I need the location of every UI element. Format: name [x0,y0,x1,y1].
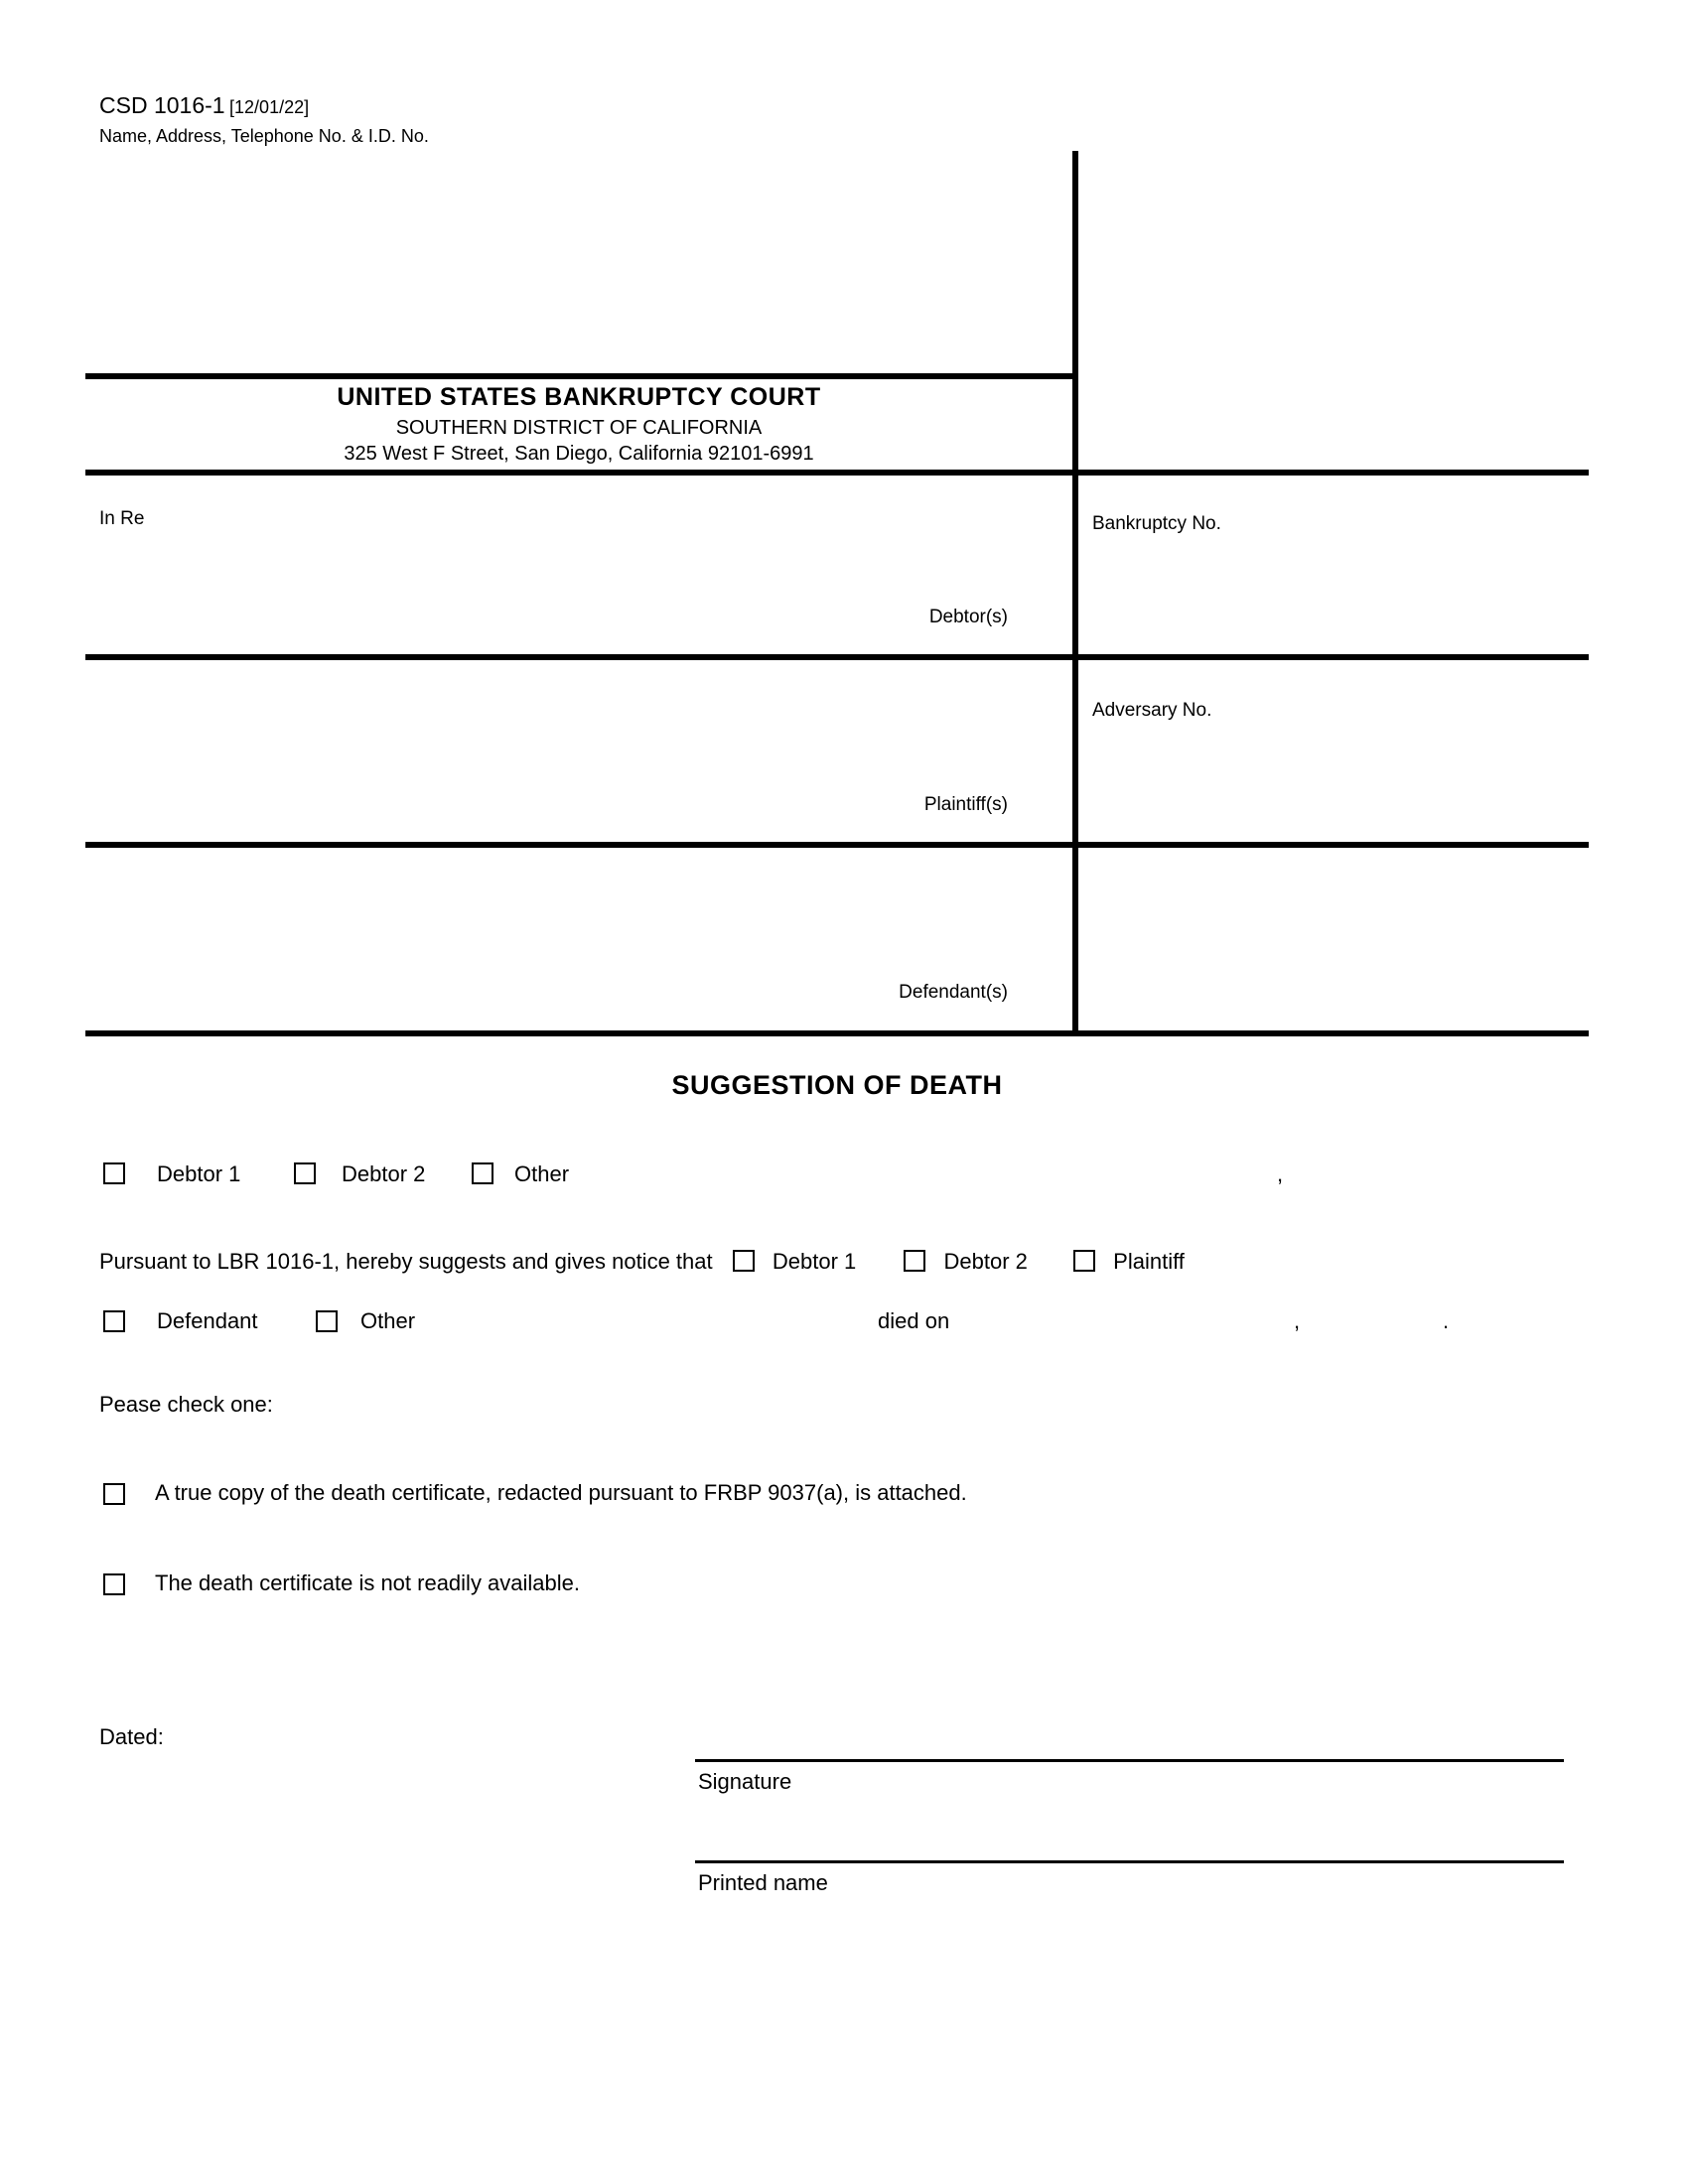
caption-vertical-divider [1072,151,1078,1036]
deceased-other-checkbox[interactable] [316,1310,338,1332]
notice-lead-text: Pursuant to LBR 1016-1, hereby suggests and gives notice that [99,1249,713,1274]
deceased-other-label: Other [360,1308,416,1333]
adversary-no-label: Adversary No. [1092,700,1212,721]
adversary-no-field[interactable] [1092,735,1549,829]
deceased-plaintiff-checkbox[interactable] [1073,1250,1095,1272]
debtors-label: Debtor(s) [928,607,1008,627]
court-name: UNITED STATES BANKRUPTCY COURT [337,383,821,411]
death-year-field[interactable] [1316,1303,1430,1335]
debtor-row-bottom-rule [85,654,1589,660]
filer-other-checkbox[interactable] [472,1162,493,1184]
signature-label: Signature [698,1769,792,1794]
death-cert-not-available-checkbox[interactable] [103,1573,125,1595]
signature-field[interactable] [695,1722,1564,1757]
court-header-bottom-rule [85,470,1589,476]
printed-name-label: Printed name [698,1870,828,1895]
defendant-name-field[interactable] [99,874,1043,968]
plaintiff-name-field[interactable] [99,685,1043,779]
deceased-plaintiff-label: Plaintiff [1113,1249,1185,1274]
notice-line-1 [99,1249,1185,1276]
bankruptcy-no-label: Bankruptcy No. [1092,513,1221,534]
check-one-instruction: Pease check one: [99,1392,273,1417]
form-number: CSD 1016-1 [99,92,225,118]
court-district: SOUTHERN DISTRICT OF CALIFORNIA [395,417,763,439]
death-cert-not-available-label: The death certificate is not readily available. [155,1570,581,1595]
plaintiff-row-bottom-rule [85,842,1589,848]
court-heading [85,383,1072,466]
deceased-debtor2-checkbox[interactable] [904,1250,925,1272]
filer-row-comma: , [1277,1161,1284,1186]
printed-name-rule [695,1860,1564,1863]
court-header-top-rule [85,373,1078,379]
death-date-field[interactable] [983,1303,1281,1335]
death-cert-attached-label: A true copy of the death certificate, redacted pursuant to FRBP 9037(a), is attached. [155,1480,967,1505]
form-id-line [99,92,309,119]
signature-rule [695,1759,1564,1762]
filer-debtor2-checkbox[interactable] [294,1162,316,1184]
dated-label: Dated: [99,1724,164,1749]
death-cert-attached-checkbox[interactable] [103,1483,125,1505]
died-on-label: died on [878,1308,950,1333]
in-re-label: In Re [99,508,145,529]
filer-name-field[interactable] [606,1157,1261,1188]
filer-debtor1-checkbox[interactable] [103,1162,125,1184]
name-address-field[interactable] [99,159,1043,357]
death-date-comma: , [1294,1308,1301,1333]
court-address: 325 West F Street, San Diego, California 92101-6991 [344,443,814,465]
dated-field[interactable] [189,1719,487,1751]
deceased-defendant-label: Defendant [157,1308,258,1333]
death-date-period: . [1443,1308,1450,1333]
defendants-label: Defendant(s) [899,982,1008,1003]
page-title: SUGGESTION OF DEATH [671,1070,1003,1100]
plaintiffs-label: Plaintiff(s) [923,794,1008,815]
deceased-defendant-checkbox[interactable] [103,1310,125,1332]
deceased-name-field[interactable] [447,1303,864,1335]
defendant-row-bottom-rule [85,1030,1589,1036]
deceased-debtor2-label: Debtor 2 [943,1249,1028,1274]
name-address-label: Name, Address, Telephone No. & I.D. No. [99,126,429,146]
deceased-debtor1-label: Debtor 1 [772,1249,857,1274]
printed-name-field[interactable] [695,1824,1564,1858]
bankruptcy-no-field[interactable] [1092,546,1549,640]
filer-debtor2-label: Debtor 2 [342,1161,426,1186]
debtor-name-field[interactable] [99,541,1043,601]
deceased-debtor1-checkbox[interactable] [733,1250,755,1272]
filer-other-label: Other [514,1161,570,1186]
filer-debtor1-label: Debtor 1 [157,1161,241,1186]
form-revision-date: [12/01/22] [229,97,310,117]
